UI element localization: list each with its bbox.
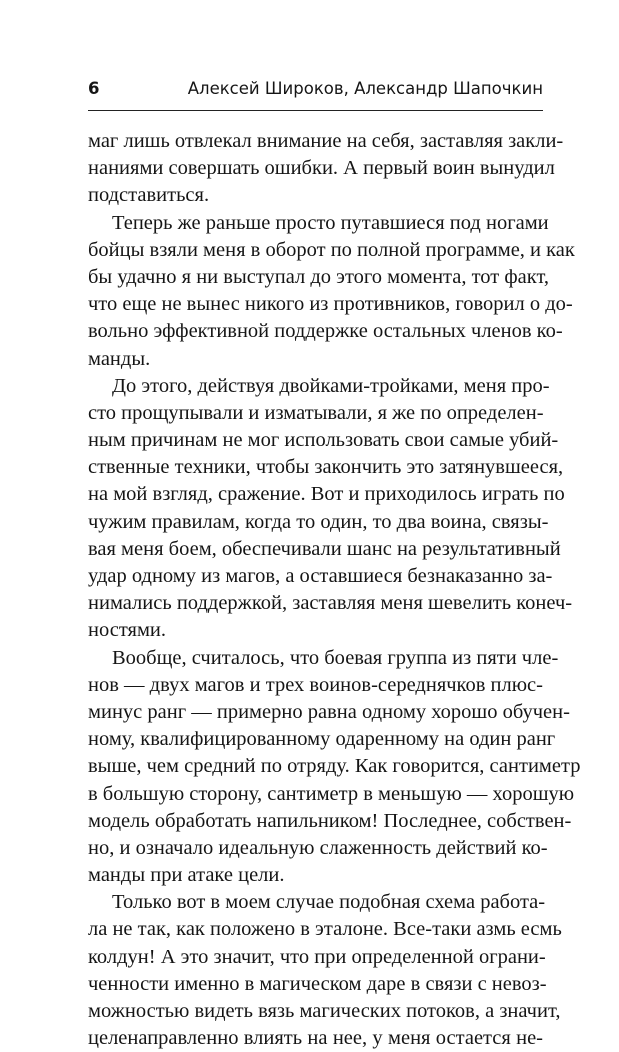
text-line: можностью видеть вязь магических потоков, а значит, (88, 1000, 561, 1022)
text-line: Теперь же раньше просто путавшиеся под ногами (112, 211, 549, 234)
text-line: вая меня боем, обеспечивали шанс на результативный (88, 537, 561, 560)
text-line: ченности именно в магическом даре в связи с невоз- (88, 972, 547, 995)
text-line: бы удачно я ни выступал до этого момента, тот факт, (88, 265, 549, 288)
text-line: наниями совершать ошибки. А первый воин вынудил (88, 157, 555, 180)
paragraph (88, 128, 564, 210)
paragraph (88, 645, 581, 890)
text-line: нимались поддержкой, заставляя меня шевелить конеч- (88, 592, 573, 615)
paragraph (88, 210, 575, 373)
text-line: нов — двух магов и трех воинов-середнячков плюс- (88, 673, 543, 696)
text-line: в большую сторону, сантиметр в меньшую — хорошую (88, 782, 575, 805)
text-line: чужим правилам, когда то один, то два воина, связы- (88, 510, 549, 533)
body-text (88, 128, 581, 1052)
text-line: ностями. (88, 619, 167, 642)
text-line: выше, чем средний по отряду. Как говорится, сантиметр (88, 755, 581, 778)
text-line: на мой взгляд, сражение. Вот и приходилось играть по (88, 483, 565, 506)
text-line: ным причинам не мог использовать свои самые убий- (88, 429, 559, 452)
running-title: Алексей Широков, Александр Шапочкин (187, 79, 543, 98)
text-line: ла не так, как положено в эталоне. Все-таки азмь есмь (88, 918, 562, 941)
text-line: удар одному из магов, а оставшиеся безнаказанно за- (88, 565, 553, 587)
text-line: сто прощупывали и изматывали, я же по определен- (88, 401, 544, 424)
text-line: манды при атаке цели. (88, 864, 285, 887)
text-line: колдун! А это значит, что при определенной ограни- (88, 945, 546, 968)
text-line: модель обработать напильником! Последнее, собствен- (88, 809, 572, 832)
text-line: Вообще, считалось, что боевая группа из пяти чле- (112, 646, 559, 669)
header-rule (88, 110, 543, 111)
text-line: маг лишь отвлекал внимание на себя, заставляя закли- (88, 130, 564, 152)
text-line: До этого, действуя двойками-тройками, меня про- (112, 374, 550, 397)
running-header (88, 78, 543, 100)
text-line: ственные техники, чтобы закончить это затянувшееся, (88, 456, 564, 479)
text-line: ному, квалифицированному одаренному на один ранг (88, 728, 556, 751)
paragraph (88, 373, 573, 645)
text-line: бойцы взяли меня в оборот по полной программе, и как (88, 238, 575, 261)
text-line: минус ранг — примерно равна одному хорошо обучен- (88, 700, 570, 723)
text-line: манды. (88, 347, 151, 370)
text-line: но, и означало идеальную слаженность действий ко- (88, 836, 548, 859)
page-number: 6 (88, 79, 100, 98)
text-line: Только вот в моем случае подобная схема работа- (112, 891, 546, 914)
text-line: целенаправленно влиять на нее, у меня остается не- (88, 1027, 543, 1050)
text-line: вольно эффективной поддержке остальных членов ко- (88, 320, 563, 343)
text-line: подставиться. (88, 184, 210, 207)
text-line: что еще не вынес никого из противников, говорил о до- (88, 293, 573, 316)
paragraph (88, 889, 562, 1052)
